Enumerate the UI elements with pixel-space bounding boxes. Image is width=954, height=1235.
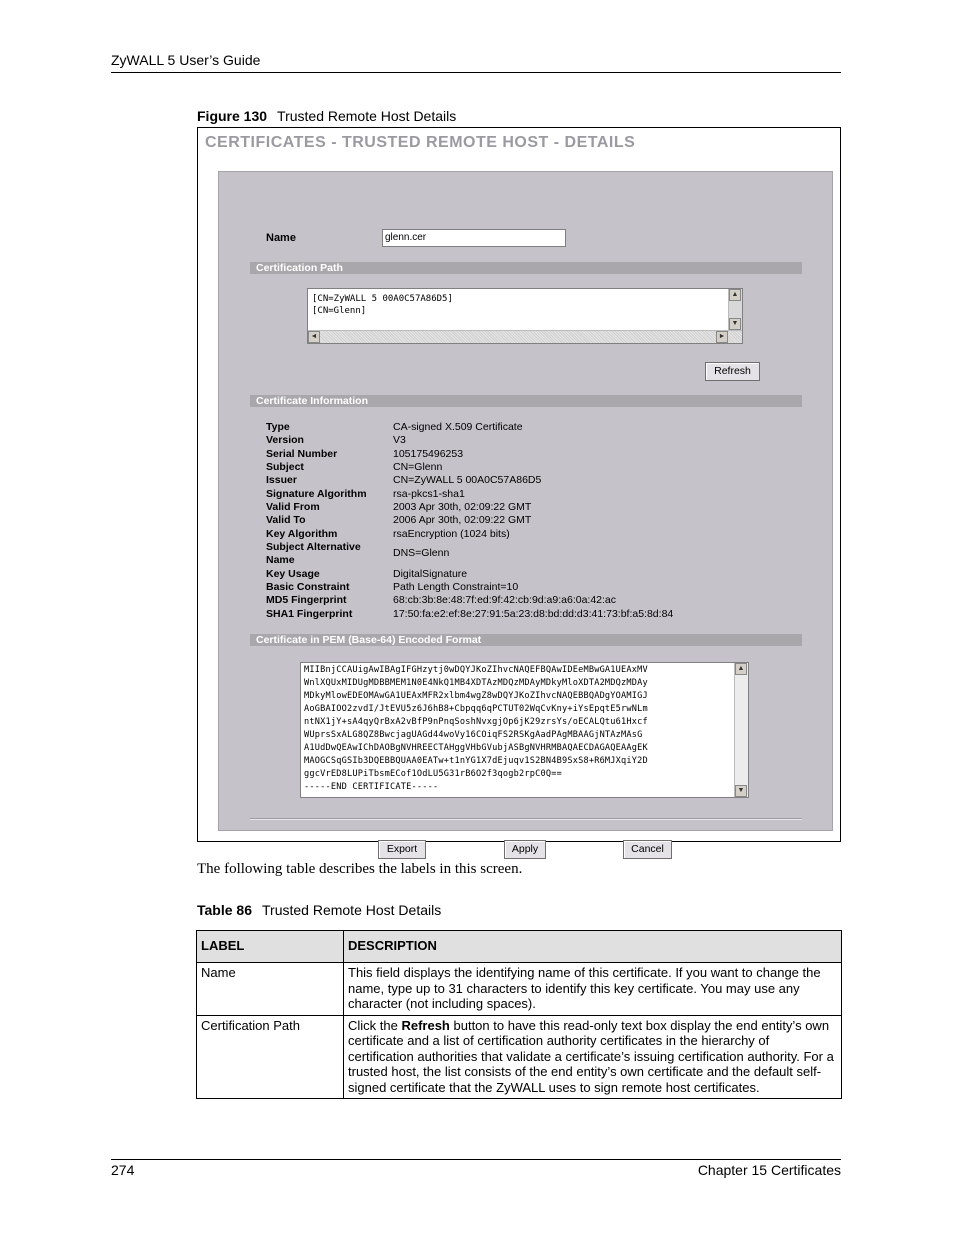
info-label: Signature Algorithm bbox=[266, 488, 367, 500]
certification-path-header: Certification Path bbox=[250, 262, 802, 274]
info-label: Subject bbox=[266, 461, 304, 473]
pem-line: MAOGCSqGSIb3DQEBBQUAA0EATw+t1nYG1X7dEjuqv1S2BN4B9SxS8+R6MJXqiY2D bbox=[304, 756, 648, 766]
info-value: DNS=Glenn bbox=[393, 547, 450, 559]
screen-title: CERTIFICATES - TRUSTED REMOTE HOST - DETAILS bbox=[205, 134, 636, 151]
refresh-button[interactable]: Refresh bbox=[705, 362, 760, 381]
certificate-information-header: Certificate Information bbox=[250, 395, 802, 407]
info-label: Valid To bbox=[266, 514, 306, 526]
info-label: Key Usage bbox=[266, 568, 320, 580]
info-label: Name bbox=[266, 554, 295, 566]
vertical-scrollbar[interactable] bbox=[728, 289, 742, 330]
refresh-keyword: Refresh bbox=[401, 1017, 450, 1033]
label-column-header: LABEL bbox=[197, 931, 344, 963]
info-value: V3 bbox=[393, 434, 406, 446]
figure-number: Figure 130 bbox=[197, 108, 268, 124]
description-text: The following table describes the labels in this screen. bbox=[197, 861, 523, 877]
table-row bbox=[197, 963, 842, 1016]
info-value: 2006 Apr 30th, 02:09:22 GMT bbox=[393, 514, 532, 526]
apply-button[interactable]: Apply bbox=[504, 840, 546, 859]
figure-caption bbox=[197, 108, 456, 124]
scroll-left-icon[interactable]: ◄ bbox=[308, 331, 320, 343]
table-header-row bbox=[197, 931, 842, 963]
info-label: Valid From bbox=[266, 501, 320, 513]
info-value: 68:cb:3b:8e:48:7f:ed:9f:42:cb:9d:a9:a6:0a:42:ac bbox=[393, 594, 617, 606]
row-description: This field displays the identifying name of this certificate. If you want to change the name, type up to 31 characters to identify this key certificate. You may use any character (not including spaces). bbox=[344, 963, 842, 1016]
description-text-start: Click the bbox=[348, 1017, 402, 1033]
name-label: Name bbox=[266, 232, 296, 244]
screenshot-frame bbox=[197, 127, 841, 855]
scroll-up-icon[interactable]: ▲ bbox=[729, 289, 741, 301]
row-label: Certification Path bbox=[197, 1015, 344, 1099]
details-panel bbox=[218, 171, 833, 855]
description-table bbox=[196, 930, 842, 1099]
info-value: CN=ZyWALL 5 00A0C57A86D5 bbox=[393, 474, 542, 486]
row-description bbox=[344, 1015, 842, 1099]
info-value: DigitalSignature bbox=[393, 568, 468, 580]
info-value: Path Length Constraint=10 bbox=[393, 581, 519, 593]
footer-rule bbox=[111, 1159, 841, 1160]
scroll-up-icon[interactable]: ▲ bbox=[735, 663, 747, 675]
pem-line: ggcVrED8LUPiTbsmECof1OdLU5G31rB6O2f3qogb2rpC0Q== bbox=[304, 769, 562, 779]
row-label: Name bbox=[197, 963, 344, 1016]
info-label: Basic Constraint bbox=[266, 581, 350, 593]
pem-line: WUprsSxALG8QZ8BwcjagUAGd44woVy16COiqFS2RSKgAadPAgMBAAGjNTAzMAsG bbox=[304, 730, 643, 740]
info-label: Key Algorithm bbox=[266, 528, 338, 540]
pem-line: A1UdDwQEAwIChDAOBgNVHREECTAHggVHbGVubjASBgNVHRMBAQAECDAGAQEAAgEK bbox=[304, 743, 648, 753]
pem-textbox[interactable] bbox=[300, 662, 749, 798]
guide-title: ZyWALL 5 User’s Guide bbox=[111, 52, 261, 68]
name-input[interactable]: glenn.cer bbox=[382, 229, 566, 247]
pem-line: MIIBnjCCAUigAwIBAgIFGHzytj0wDQYJKoZIhvcNAQEFBQAwIDEeMBwGA1UEAxMV bbox=[304, 665, 648, 675]
divider bbox=[250, 818, 802, 820]
table-row bbox=[197, 1015, 842, 1099]
cert-path-line: [CN=ZyWALL 5 00A0C57A86D5] bbox=[312, 294, 453, 304]
chapter-title: Chapter 15 Certificates bbox=[697, 1162, 841, 1178]
pem-line: WnlXQUxMIDUgMDBBMEM1N0E4NkQ1MB4XDTAzMDQzMDAyMDkyMloXDTA2MDQzMDAy bbox=[304, 678, 648, 688]
info-value: 2003 Apr 30th, 02:09:22 GMT bbox=[393, 501, 532, 513]
certification-path-box[interactable] bbox=[307, 288, 743, 344]
info-label: Serial Number bbox=[266, 448, 338, 460]
page-number: 274 bbox=[111, 1162, 135, 1178]
info-label: Type bbox=[266, 421, 290, 433]
table-caption bbox=[197, 902, 441, 918]
info-value: CA-signed X.509 Certificate bbox=[393, 421, 523, 433]
scroll-down-icon[interactable]: ▼ bbox=[729, 318, 741, 330]
info-label: Issuer bbox=[266, 474, 297, 486]
table-title: Trusted Remote Host Details bbox=[262, 902, 442, 918]
description-text-end: button to have this read-only text box display the end entity’s own certificate and a list of certification authority certificates in the hierarchy of certification authorities that validate a certificate’s issuing certification authority. For a trusted host, the list consists of the end entity’s own certificate and the default self-signed certificate that the ZyWALL uses to sign remote host certificates. bbox=[348, 1017, 834, 1095]
pem-vertical-scrollbar[interactable] bbox=[734, 663, 748, 797]
pem-line: MDkyMlowEDEOMAwGA1UEAxMFR2xlbm4wgZ8wDQYJKoZIhvcNAQEBBQADgYOAMIGJ bbox=[304, 691, 648, 701]
scroll-down-icon[interactable]: ▼ bbox=[735, 785, 747, 797]
pem-line: AoGBAIOO2zvdI/JtEVU5z6J6hB8+Cbpqq6qPCTUT02WqCvKny+iYsEpqtE5rwNLm bbox=[304, 704, 648, 714]
cancel-button[interactable]: Cancel bbox=[623, 840, 672, 859]
header-rule bbox=[111, 72, 841, 73]
cert-path-line: [CN=Glenn] bbox=[312, 306, 367, 316]
scroll-right-icon[interactable]: ► bbox=[716, 331, 728, 343]
info-value: CN=Glenn bbox=[393, 461, 443, 473]
figure-title: Trusted Remote Host Details bbox=[277, 108, 457, 124]
info-value: 10517549625​3 bbox=[393, 448, 464, 460]
info-value: rsa-pkcs1-sha1 bbox=[393, 488, 465, 500]
info-label: Subject Alternative bbox=[266, 541, 361, 553]
description-column-header: DESCRIPTION bbox=[344, 931, 842, 963]
pem-format-header: Certificate in PEM (Base-64) Encoded Format bbox=[250, 634, 802, 646]
info-value: 17:50:fa:e2:ef:8e:27:91:5a:23:d8:bd:dd:d3:41:73:bf:a5:8d:84 bbox=[393, 608, 674, 620]
table-number: Table 86 bbox=[197, 902, 252, 918]
export-button[interactable]: Export bbox=[378, 840, 426, 859]
info-value: rsaEncryption (1024 bits) bbox=[393, 528, 510, 540]
info-label: Version bbox=[266, 434, 304, 446]
info-label: SHA1 Fingerprint bbox=[266, 608, 353, 620]
pem-line: -----END CERTIFICATE----- bbox=[304, 782, 439, 792]
pem-line: ntNX1jY+sA4qyQrBxA2vBfP9nPnqSoshNvxgjOp6jK29zrsYs/oECALQtu61Hxcf bbox=[304, 717, 648, 727]
info-label: MD5 Fingerprint bbox=[266, 594, 347, 606]
horizontal-scrollbar[interactable] bbox=[308, 330, 742, 343]
